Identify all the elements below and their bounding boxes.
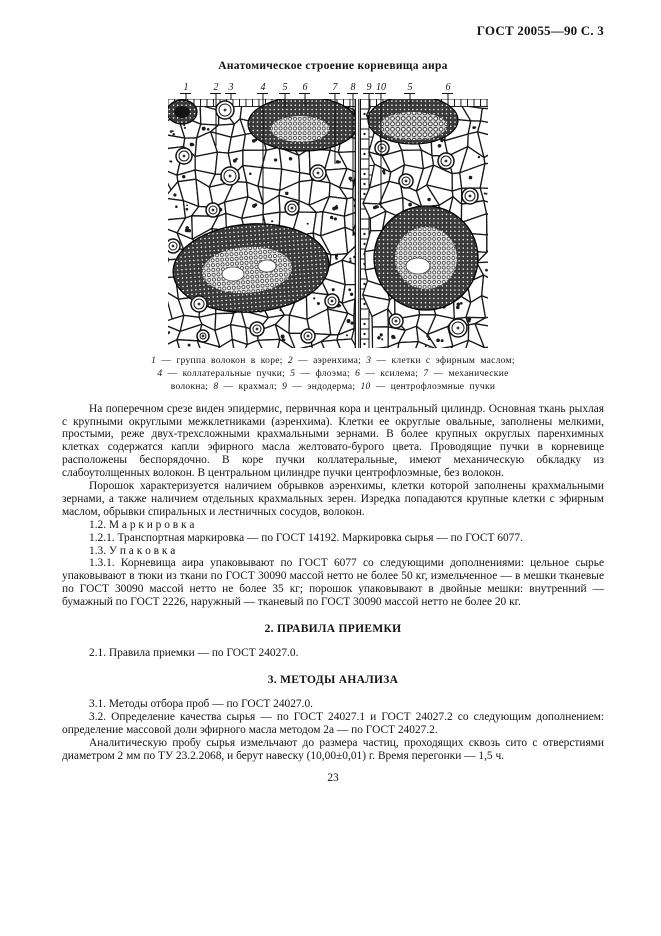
caption-line: волокна; 8 — крахмал; 9 — эндодерма; 10 — центрофлоэмные пучки: [170, 382, 496, 393]
figure-label: 2: [213, 82, 219, 93]
figure-label: 1: [183, 82, 189, 93]
figure-label: 8: [350, 82, 356, 93]
anatomy-illustration: [163, 78, 503, 351]
figure-label: 4: [260, 82, 266, 93]
paragraph: 1.3. У п а к о в к а: [89, 544, 176, 557]
page-number: 23: [327, 771, 339, 784]
figure-label: 5: [407, 82, 413, 93]
paragraph: 3.1. Методы отбора проб — по ГОСТ 24027.0.: [89, 698, 314, 711]
anatomy-figure: [62, 78, 604, 351]
paragraph: На поперечном срезе виден эпидермис, первичная кора и центральный цилиндр. Основная ткань рыхлая с крупными округлыми межклетниками (аэренхима). Клетки ее округлые овальные, заполнены мелкими, простыми, реже двух-трехсложными крахмальными зернами. В более крупных округлых паренхимных клетках содержатся капли эфирного масла желтовато-бурого цвета. Проводящие пучки в корневище расположены беспорядочно. В коре пучки коллатеральные, имеют механическую обкладку из слабоутолщенных волокон. В центральном цилиндре пучки центрофлоэмные, без волокон.: [62, 402, 604, 480]
figure-label: 9: [366, 82, 372, 93]
caption-line: 4 — коллатеральные пучки; 5 — флоэма; 6 — ксилема; 7 — механические: [157, 369, 509, 380]
paragraph: 1.2.1. Транспортная маркировка — по ГОСТ 14192. Маркировка сырья — по ГОСТ 6077.: [89, 531, 523, 544]
paragraph: 3.2. Определение качества сырья — по ГОСТ 24027.1 и ГОСТ 24027.2 со следующим дополнением: определение массовой доли эфирного масла методом 2а — по ГОСТ 24027.2.: [62, 710, 604, 736]
figure-label: 6: [445, 82, 451, 93]
caption-line: 1 — группа волокон в коре; 2 — аэренхима; 3 — клетки с эфирным маслом;: [151, 356, 515, 366]
figure-title: Анатомическое строение корневища аира: [218, 60, 448, 72]
section-heading: 2. ПРАВИЛА ПРИЕМКИ: [264, 623, 402, 636]
paragraph: Аналитическую пробу сырья измельчают до размера частиц, проходящих сквозь сито с отверстиями диаметром 2 мм по ТУ 23.2.2068, и берут навеску (10,00±0,01) г. Время перегонки — 1,5 ч.: [62, 736, 604, 762]
figure-caption: [62, 355, 604, 395]
figure-label: 5: [282, 82, 288, 93]
figure-label: 7: [332, 82, 338, 93]
paragraph: 2.1. Правила приемки — по ГОСТ 24027.0.: [89, 647, 299, 660]
paragraph: 1.3.1. Корневища аира упаковывают по ГОСТ 6077 со следующими дополнениями: цельное сырье упаковывают в тюки из ткани по ГОСТ 30090 массой нетто не более 50 кг, измельченное — в мешки тканевые по ГОСТ 30090 массой нетто не более 35 кг; порошок упаковывают в двойные мешки: внутренний — бумажный по ГОСТ 2226, наружный — тканевый по ГОСТ 30090 массой нетто не более 20 кг.: [62, 557, 604, 609]
paragraph: Порошок характеризуется наличием обрывков аэренхимы, клетки которой заполнены крахмальными зернами, а также наличием отдельных крахмальных зерен. Изредка попадаются крупные клетки с эфирным маслом, обрывки спиральных и лестничных сосудов, волокон.: [62, 480, 604, 518]
section-heading: 3. МЕТОДЫ АНАЛИЗА: [267, 674, 399, 687]
figure-label: 6: [302, 82, 308, 93]
doc-reference: ГОСТ 20055—90 С. 3: [476, 23, 604, 38]
document-body: [62, 403, 604, 763]
figure-label: 3: [228, 82, 234, 93]
figure-label: 10: [376, 82, 386, 93]
paragraph: 1.2. М а р к и р о в к а: [89, 518, 195, 531]
